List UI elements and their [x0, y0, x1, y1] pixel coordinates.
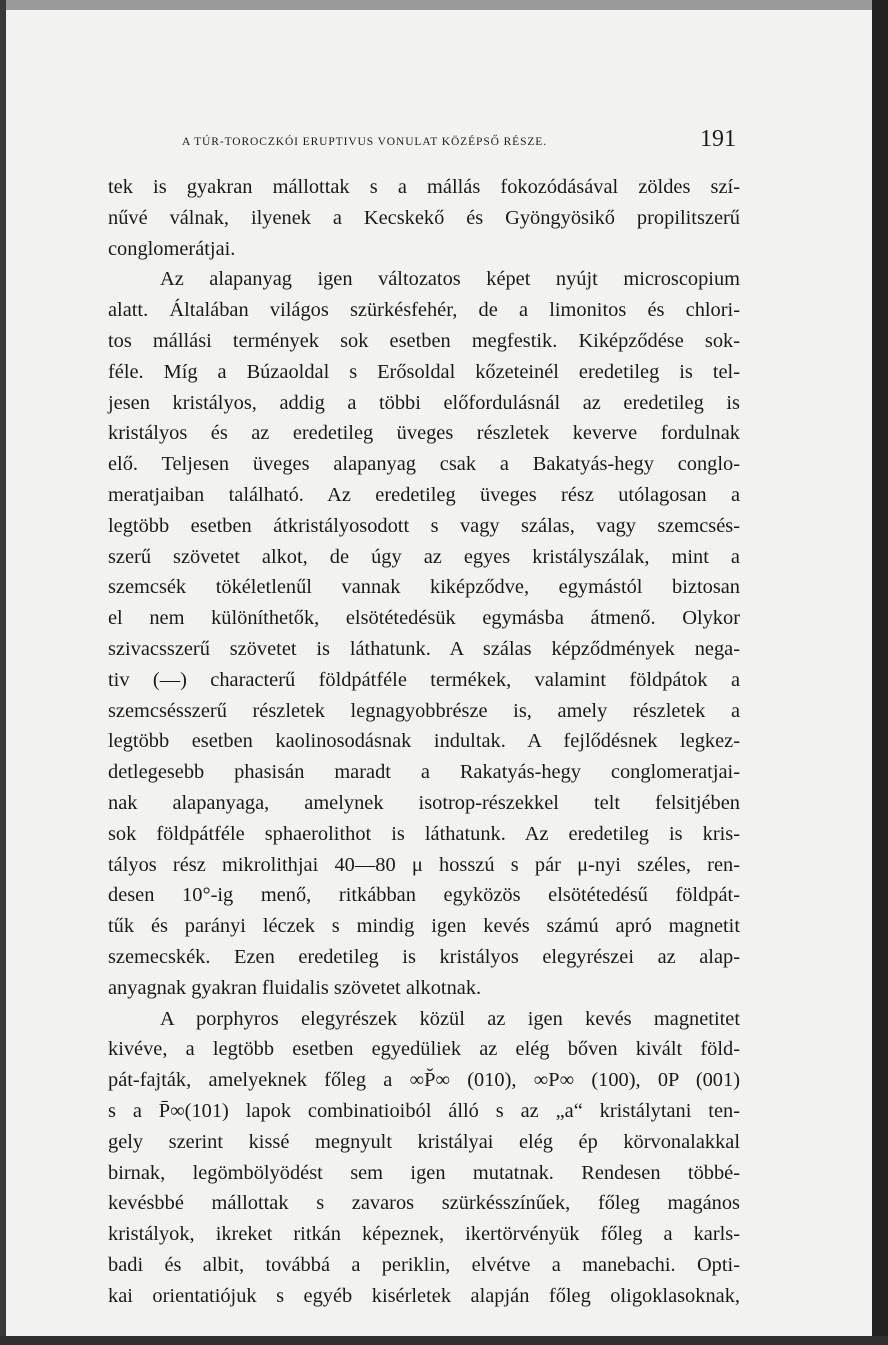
text-line: pát-fajták, amelyeknek főleg a ∞P̆∞ (010), ∞P∞ (100), 0P (001) [108, 1069, 740, 1092]
text-line: tűk és parányi léczek s mindig igen kevés számú apró magnetit [108, 915, 740, 938]
body-text [108, 172, 740, 1311]
text-line: el nem különíthetők, elsötétedésük egymásba átmenő. Olykor [108, 607, 740, 630]
scan-bottom-edge [0, 1336, 888, 1345]
text-line: birnak, legömbölyödést sem igen mutatnak. Rendesen többé- [108, 1161, 740, 1184]
text-line: kristályok, ikreket ritkán képeznek, ikertörvényük főleg a karls- [108, 1223, 740, 1246]
text-line: jesen kristályos, addig a többi előfordulásnál az eredetileg is [108, 391, 740, 414]
running-head: A TÚR-TOROCZKÓI ERUPTIVUS VONULAT KÖZÉPSŐ RÉSZE. [182, 136, 548, 148]
scan-right-edge [872, 0, 888, 1345]
text-line: A porphyros elegyrészek közül az igen kevés magnetitet [160, 1007, 740, 1030]
text-line: tos mállási termények sok esetben megfestik. Kiképződése sok- [108, 329, 740, 352]
text-line: szerű szövetet alkot, de úgy az egyes kristályszálak, mint a [108, 545, 740, 568]
page-number: 191 [700, 126, 736, 152]
text-line: tiv (—) characterű földpátféle termékek, valamint földpátok a [108, 668, 740, 691]
text-line: féle. Míg a Búzaoldal s Erősoldal kőzeteinél eredetileg is tel- [108, 360, 740, 383]
text-line: detlegesebb phasisán maradt a Rakatyás-hegy conglomeratjai- [108, 761, 740, 784]
text-line: legtöbb esetben kaolinosodásnak indultak. A fejlődésnek legkez- [108, 730, 740, 753]
text-line: s a P̄∞(101) lapok combinatioiból álló s az „a“ kristálytani ten- [108, 1099, 740, 1122]
text-line: szemcsésszerű részletek legnagyobbrésze is, amely részletek a [108, 699, 740, 722]
text-line: anyagnak gyakran fluidalis szövetet alkotnak. [108, 976, 482, 999]
text-line: conglomerátjai. [108, 237, 236, 260]
text-line: kristályos és az eredetileg üveges részletek keverve fordulnak [108, 422, 740, 445]
text-line: meratjaiban található. Az eredetileg üveges rész utólagosan a [108, 483, 740, 506]
text-line: desen 10°-ig menő, ritkábban egyközös elsötétedésű földpát- [108, 884, 740, 907]
text-line: kevésbbé mállottak s zavaros szürkésszínűek, főleg magános [108, 1192, 740, 1215]
text-line: szivacsszerű szövetet is láthatunk. A szálas képződmények nega- [108, 637, 740, 660]
text-line: Az alapanyag igen változatos képet nyújt microscopium [160, 268, 740, 291]
text-line: elő. Teljesen üveges alapanyag csak a Bakatyás-hegy conglo- [108, 453, 740, 476]
text-line: nak alapanyaga, amelynek isotrop-részekkel telt felsitjében [108, 791, 740, 814]
text-line: kai orientatiójuk s egyéb kisérletek alapján főleg oligoklasoknak, [108, 1284, 740, 1307]
text-line: tek is gyakran mállottak s a mállás fokozódásával zöldes szí- [108, 176, 740, 198]
text-line: tályos rész mikrolithjai 40—80 μ hosszú s pár μ-nyi széles, ren- [108, 853, 740, 876]
text-line: legtöbb esetben átkristályosodott s vagy szálas, vagy szemcsés- [108, 514, 740, 537]
text-line: badi és albit, továbbá a periklin, elvétve a manebachi. Opti- [108, 1253, 740, 1276]
text-line: kivéve, a legtöbb esetben egyedüliek az elég bőven kivált föld- [108, 1038, 740, 1061]
text-line: alatt. Általában világos szürkésfehér, de a limonitos és chlori- [108, 299, 740, 322]
text-line: gely szerint kissé megnyult kristályai elég ép körvonalakkal [108, 1130, 740, 1153]
text-line: sok földpátféle sphaerolithot is láthatunk. Az eredetileg is kris- [108, 822, 740, 845]
text-line: szemcsék tökéletlenűl vannak kiképződve, egymástól biztosan [108, 576, 740, 599]
text-line: szemecskék. Ezen eredetileg is kristályos elegyrészei az alap- [108, 945, 740, 968]
text-line: nűvé válnak, ilyenek a Kecskekő és Gyöngyösikő propilitszerű [108, 206, 740, 229]
